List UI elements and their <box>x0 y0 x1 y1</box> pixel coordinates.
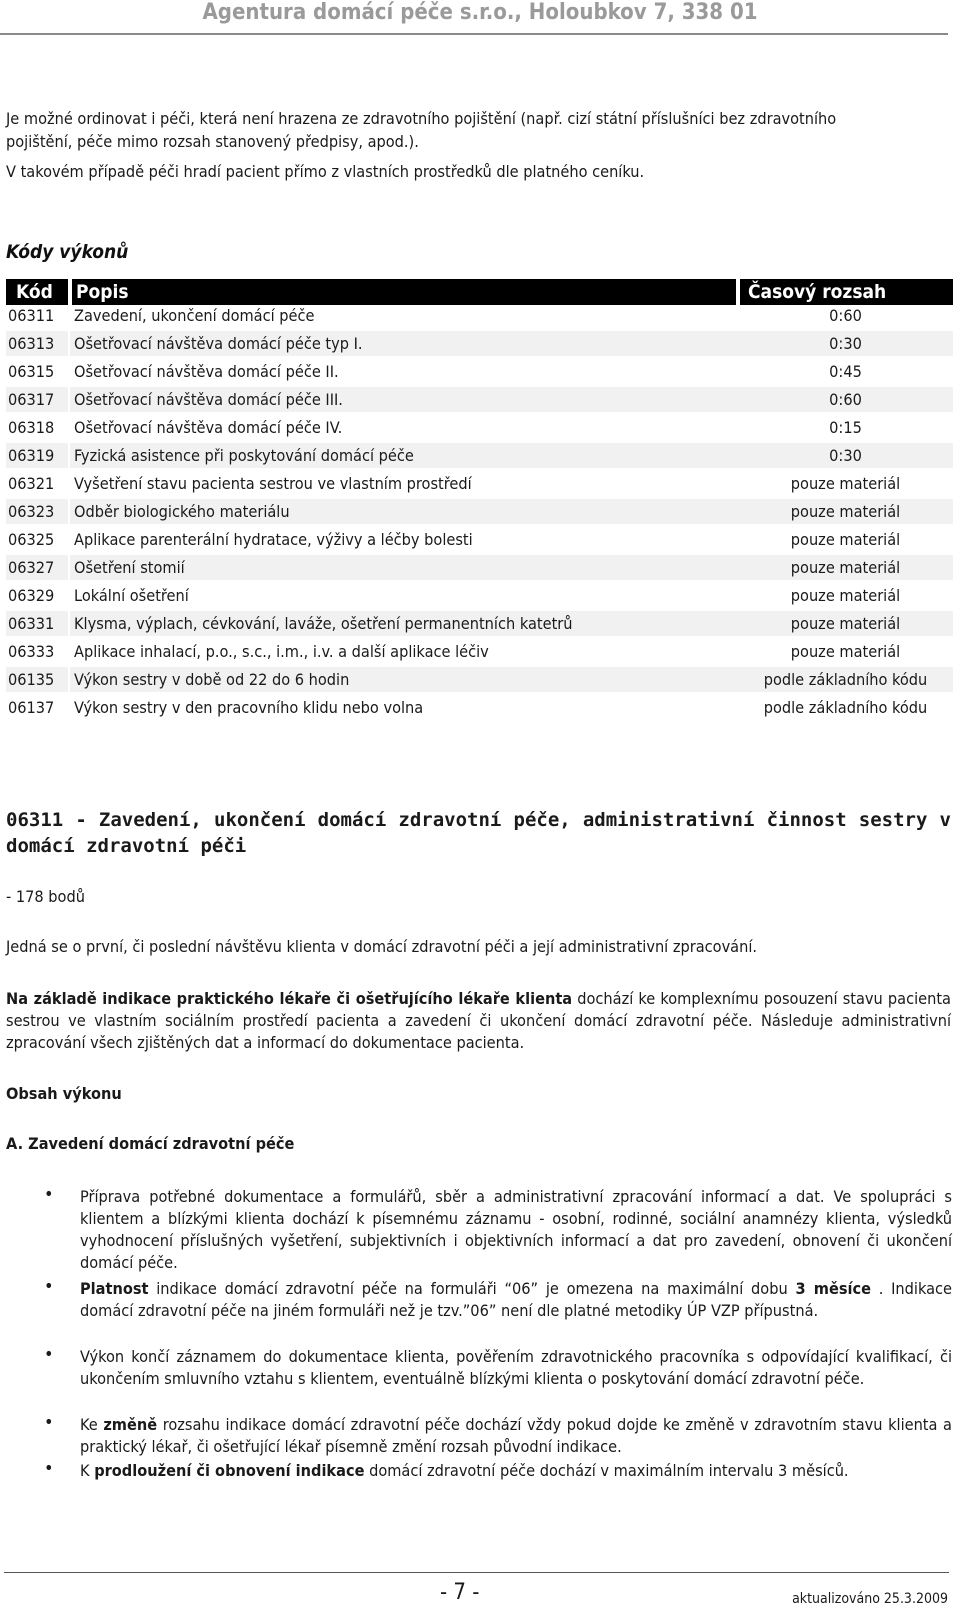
table-row <box>6 611 953 636</box>
row-description: Ošetřovací návštěva domácí péče II. <box>74 362 339 381</box>
row-time: pouze materiál <box>738 499 953 524</box>
table-row <box>6 415 953 440</box>
page-number: - 7 - <box>440 1580 480 1605</box>
row-code: 06317 <box>6 387 68 412</box>
table-row <box>6 639 953 664</box>
row-time: podle základního kódu <box>763 698 928 717</box>
table-row <box>6 499 953 524</box>
row-time: 0:30 <box>738 443 953 468</box>
row-time: pouze materiál <box>738 611 953 636</box>
table-row <box>6 443 953 468</box>
points-value: - 178 bodů <box>6 887 85 906</box>
row-code: 06313 <box>6 331 68 356</box>
obsah-heading: Obsah výkonu <box>6 1084 122 1103</box>
table-header <box>6 279 953 305</box>
row-time: pouze materiál <box>790 530 901 549</box>
row-time: 0:45 <box>829 362 862 381</box>
table-row <box>6 695 953 720</box>
bullet-5-bold: prodloužení či obnovení indikace <box>94 1461 365 1480</box>
bullet-5-rest: domácí zdravotní péče dochází v maximálním intervalu 3 měsíců. <box>364 1461 849 1480</box>
table-row <box>6 583 953 608</box>
row-description: Vyšetření stavu pacienta sestrou ve vlastním prostředí <box>74 474 472 493</box>
subsection-a-heading: A. Zavedení domácí zdravotní péče <box>6 1134 295 1153</box>
bullet-2-rest: . Indikace domácí zdravotní péče na jiném formuláři než je tzv.”06” není dle platné metodiky ÚP VZP přípustná. <box>80 1279 952 1320</box>
row-time: podle základního kódu <box>738 667 953 692</box>
row-description: Ošetřovací návštěva domácí péče typ I. <box>70 331 738 356</box>
bullet-5-pre: K <box>80 1461 95 1480</box>
row-description: Klysma, výplach, cévkování, laváže, ošetření permanentních katetrů <box>70 611 738 636</box>
row-description: Odběr biologického materiálu <box>70 499 738 524</box>
bullet-item-2 <box>80 1278 952 1322</box>
row-code: 06323 <box>6 499 68 524</box>
row-time: 0:60 <box>738 387 953 412</box>
row-time: 0:30 <box>738 331 953 356</box>
bullet-4-rest: rozsahu indikace domácí zdravotní péče dochází vždy pokud dojde ke změně v zdravotním stavu klienta a praktický lékař, či ošetřující lékař písemně změní rozsah původní indikace. <box>80 1415 952 1456</box>
row-time: 0:60 <box>829 306 862 325</box>
bullet-icon: • <box>44 1344 54 1365</box>
row-code: 06333 <box>8 642 55 661</box>
row-description: Aplikace parenterální hydratace, výživy a léčby bolesti <box>74 530 473 549</box>
footer-divider <box>4 1572 949 1573</box>
table-row <box>6 555 953 580</box>
row-code: 06315 <box>8 362 55 381</box>
row-code: 06325 <box>8 530 55 549</box>
table-row <box>6 527 953 552</box>
row-code: 06321 <box>8 474 55 493</box>
header-separator <box>736 279 740 305</box>
row-code: 06318 <box>8 418 55 437</box>
table-row <box>6 387 953 412</box>
table-row <box>6 359 953 384</box>
row-description: Výkon sestry v den pracovního klidu nebo volna <box>74 698 424 717</box>
row-description: Ošetření stomií <box>70 555 738 580</box>
paragraph-2-bold: Na základě indikace praktického lékaře či ošetřujícího lékaře klienta <box>6 989 573 1008</box>
row-time: pouze materiál <box>790 586 901 605</box>
header-time-range: Časový rozsah <box>748 281 887 303</box>
row-description: Aplikace inhalací, p.o., s.c., i.m., i.v. a další aplikace léčiv <box>74 642 489 661</box>
intro-line-3: V takovém případě péči hradí pacient přímo z vlastních prostředků dle platného ceníku. <box>6 162 645 181</box>
row-code: 06319 <box>6 443 68 468</box>
bullet-icon: • <box>44 1458 54 1479</box>
row-time: 0:15 <box>829 418 862 437</box>
document-header: Agentura domácí péče s.r.o., Holoubkov 7, 338 01 <box>202 0 758 25</box>
row-time: pouze materiál <box>790 474 901 493</box>
bullet-icon: • <box>44 1412 54 1433</box>
header-description: Popis <box>76 281 129 303</box>
row-code: 06329 <box>8 586 55 605</box>
row-code: 06331 <box>6 611 68 636</box>
bullet-icon: • <box>44 1276 54 1297</box>
update-date: aktualizováno 25.3.2009 <box>792 1591 948 1607</box>
row-description: Ošetřovací návštěva domácí péče III. <box>70 387 738 412</box>
table-row <box>6 667 953 692</box>
bullet-4-bold: změně <box>103 1415 158 1434</box>
header-divider <box>0 33 948 35</box>
bullet-item-4 <box>80 1414 952 1458</box>
table-row <box>6 331 953 356</box>
paragraph-2-rest: dochází ke komplexnímu posouzení stavu pacienta sestrou ve vlastním sociálním prostředí pacienta a zavedení či ukončení domácí zdravotní péče. Následuje administrativní zpracování všech zjištěných dat a informací do dokumentace pacienta. <box>6 989 951 1052</box>
row-description: Lokální ošetření <box>74 586 189 605</box>
bullet-item-5 <box>80 1460 952 1482</box>
row-description: Zavedení, ukončení domácí péče <box>74 306 315 325</box>
codes-title: Kódy výkonů <box>6 241 129 263</box>
row-code: 06327 <box>6 555 68 580</box>
bullet-icon: • <box>44 1184 54 1205</box>
row-time: pouze materiál <box>738 555 953 580</box>
paragraph-2 <box>6 988 951 1054</box>
header-separator <box>68 279 72 305</box>
row-code: 06135 <box>6 667 68 692</box>
row-code: 06311 <box>8 306 55 325</box>
header-code: Kód <box>16 281 53 303</box>
row-description: Fyzická asistence při poskytování domácí péče <box>70 443 738 468</box>
row-time: pouze materiál <box>790 642 901 661</box>
table-row <box>6 303 953 328</box>
row-description: Výkon sestry v době od 22 do 6 hodin <box>70 667 738 692</box>
bullet-item-3: Výkon končí záznamem do dokumentace klienta, pověřením zdravotnického pracovníka s odpovídající kvalifikací, či ukončením smluvního vztahu s klientem, eventuálně blízkými klienta o poskytování domácí zdravotní péče. <box>80 1347 952 1388</box>
table-row <box>6 471 953 496</box>
intro-line-1: Je možné ordinovat i péči, která není hrazena ze zdravotního pojištění (např. cizí státní příslušníci bez zdravotního <box>6 109 837 128</box>
bullet-2-mid: indikace domácí zdravotní péče na formuláři “06” je omezena na maximální dobu <box>148 1279 796 1298</box>
intro-line-2: pojištění, péče mimo rozsah stanovený předpisy, apod.). <box>6 132 419 151</box>
bullet-item-1: Příprava potřebné dokumentace a formulářů, sběr a administrativní zpracování informací a dat. Ve spolupráci s klientem a blízkými klienta dochází k písemnému záznamu - osobní, rodinné, sociální anamnézy klienta, výsledků vyhodnocení příslušných vyšetření, subjektivních i objektivních informací a dat pro zavedení, obnovení či ukončení domácí péče. <box>80 1187 952 1272</box>
bullet-4-pre: Ke <box>80 1415 104 1434</box>
bullet-2-bold-1: Platnost <box>80 1279 149 1298</box>
section-heading: 06311 - Zavedení, ukončení domácí zdravotní péče, administrativní činnost sestry v domácí zdravotní péči <box>6 809 951 857</box>
bullet-2-bold-2: 3 měsíce <box>795 1279 871 1298</box>
paragraph-1: Jedná se o první, či poslední návštěvu klienta v domácí zdravotní péči a její administrativní zpracování. <box>6 937 758 956</box>
row-description: Ošetřovací návštěva domácí péče IV. <box>74 418 343 437</box>
row-code: 06137 <box>8 698 55 717</box>
